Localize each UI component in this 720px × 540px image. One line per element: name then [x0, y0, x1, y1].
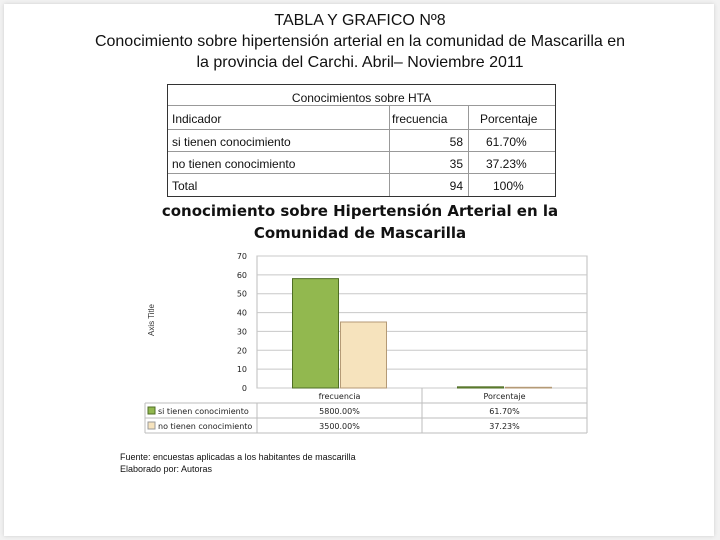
data-label: 61.70% [489, 407, 520, 416]
bar [458, 387, 504, 388]
table-header: Porcentaje [480, 112, 538, 126]
title-line: la provincia del Carchi. Abril– Noviembre 2011 [196, 54, 524, 71]
data-label: 3500.00% [319, 422, 360, 431]
chart-title-line: Comunidad de Mascarilla [253, 224, 467, 242]
legend-key [148, 407, 155, 414]
y-tick-label: 20 [236, 346, 247, 356]
x-category-label: Porcentaje [483, 392, 526, 401]
y-axis-title: Axis Title [147, 303, 156, 336]
source-note [120, 451, 356, 475]
source-line: Elaborado por: Autoras [120, 464, 213, 474]
data-label: 5800.00% [319, 407, 360, 416]
bar [506, 387, 552, 388]
bar [341, 322, 387, 388]
legend-label: si tienen conocimiento [158, 407, 249, 416]
table-cell: 37.23% [486, 157, 527, 171]
table-cell: 35 [449, 157, 463, 171]
legend-key [148, 422, 155, 429]
source-line: Fuente: encuestas aplicadas a los habitantes de mascarilla [120, 452, 356, 462]
table-cell: no tienen conocimiento [172, 157, 296, 171]
table-cell: Total [172, 179, 198, 193]
y-tick-label: 10 [236, 365, 247, 375]
table-header: Indicador [172, 112, 222, 126]
y-tick-label: 70 [236, 252, 247, 261]
table-cell: si tienen conocimiento [172, 135, 291, 149]
table-header: frecuencia [392, 112, 448, 126]
chart-title-line: conocimiento sobre Hipertensión Arterial en la [161, 202, 559, 220]
bar [293, 279, 339, 388]
y-tick-label: 60 [236, 270, 247, 280]
table-cell: 61.70% [486, 135, 527, 149]
legend-label: no tienen conocimiento [158, 422, 253, 431]
data-label: 37.23% [489, 422, 520, 431]
table-cell: 100% [493, 179, 524, 193]
title-line: Conocimiento sobre hipertensión arterial en la comunidad de Mascarilla en [94, 33, 626, 50]
table-cell: 58 [449, 135, 463, 149]
y-tick-label: 50 [236, 289, 247, 299]
y-tick-label: 0 [241, 384, 247, 393]
x-category-label: frecuencia [318, 392, 361, 401]
y-tick-label: 30 [236, 327, 247, 337]
table-cell: 94 [449, 179, 463, 193]
title-line: TABLA Y GRAFICO Nº8 [274, 12, 446, 29]
y-tick-label: 40 [236, 308, 247, 318]
table-caption: Conocimientos sobre HTA [291, 91, 432, 105]
